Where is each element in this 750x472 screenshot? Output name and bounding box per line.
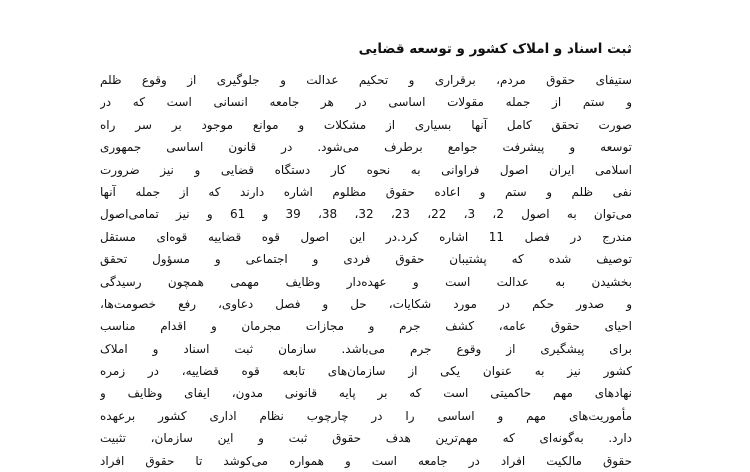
paragraph-line-9: توصیف شده که پشتیبان حقوق فردی و اجتماعی و مسؤول تحقق bbox=[100, 252, 632, 267]
paragraph-line-17: دارد. به‌گونه‌ای که مهم‌ترین هدف حقوق ثبت و این سازمان، تثبیت bbox=[100, 431, 632, 446]
paragraph-line-6: نفی ظلم و ستم و اعاده حقوق مظلوم اشاره دارند که از جمله آنها bbox=[100, 184, 632, 199]
paragraph-line-2: و ستم از جمله مقولات اساسی در هر جامعه انسانی است که در bbox=[100, 95, 632, 110]
paragraph-line-11: و صدور حکم در مورد شکایات، حل و فصل دعاوی، رفع خصومت‌ها، bbox=[100, 296, 632, 311]
paragraph-line-8: مندرج در فصل 11 اشاره کرد.در این اصول قوه قضاییه قوه‌ای مستقل bbox=[100, 229, 632, 244]
document-body bbox=[100, 38, 632, 472]
paragraph-line-18: حقوق مالکیت افراد در جامعه است و همواره می‌کوشد تا حقوق افراد bbox=[100, 453, 632, 468]
paragraph-line-15: نهادهای مهم حاکمیتی است که بر پایه قانونی مدون، ایفای وظایف و bbox=[100, 386, 632, 401]
paragraph-line-1: ستیفای حقوق مردم، برقراری و تحکیم عدالت و جلوگیری از وقوع ظلم bbox=[100, 73, 632, 87]
paragraph-line-13: برای پیشگیری از وقوع جرم می‌باشد. سازمان ثبت اسناد و املاک bbox=[100, 341, 632, 356]
paragraph-line-5: اسلامی ایران اصول فراوانی به نحوه کار دستگاه قضایی و نیز ضرورت bbox=[100, 162, 632, 177]
paragraph-line-10: بخشیدن به عدالت است و عهده‌دار وظایف مهمی همچون رسیدگی bbox=[100, 274, 632, 289]
paragraph-line-7: می‌توان به اصول 2، 3، 22، 23، 32، 38، 39 و 61 و نیز تمامی‌اصول bbox=[100, 207, 632, 222]
paragraph-line-16: مأموریت‌های مهم و اساسی را در چارچوب نظام اداری کشور برعهده bbox=[100, 408, 632, 423]
paragraph bbox=[100, 69, 632, 472]
paragraph-line-14: کشور نیز به عنوان یکی از سازمان‌های تابعه قوه قضاییه، در زمره bbox=[100, 364, 632, 379]
paragraph-line-4: توسعه و پیشرفت جوامع برطرف می‌شود. در قانون اساسی جمهوری bbox=[100, 140, 632, 155]
paragraph-line-3: صورت تحقق کامل آنها بسیاری از مشکلات و موانع موجود بر سر راه bbox=[100, 117, 632, 132]
document-title: ثبت اسناد و املاک کشور و توسعه قضایی bbox=[358, 41, 632, 57]
paragraph-line-12: احیای حقوق عامه، کشف جرم و مجازات مجرمان و اقدام مناسب bbox=[100, 319, 632, 334]
